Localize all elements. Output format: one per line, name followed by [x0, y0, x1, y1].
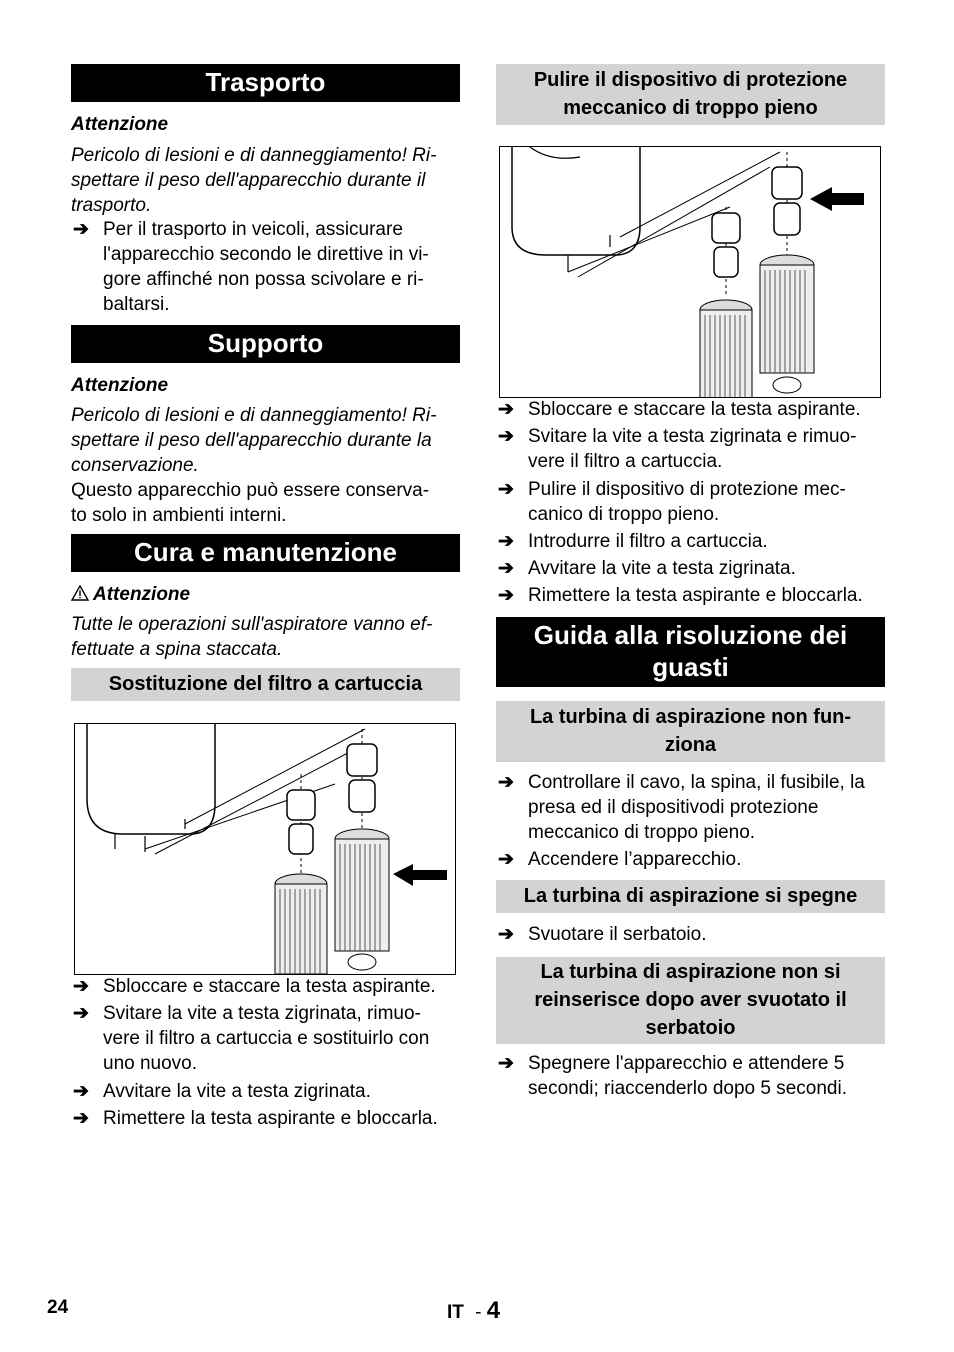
list-item [71, 217, 460, 317]
text-line: canico di troppo pieno. [528, 504, 720, 525]
attention-row [71, 583, 460, 607]
section-heading-supporto: Supporto [71, 325, 460, 363]
text-line: Accendere l’apparecchio. [528, 849, 742, 870]
attention-label: Attenzione [71, 375, 169, 396]
arrow-right-icon: ➔ [498, 585, 514, 606]
warning-text [71, 143, 460, 218]
footer-section-ref [447, 1297, 500, 1325]
section-heading-trasporto: Trasporto [71, 64, 460, 102]
subheading-non-reinserisce [496, 957, 885, 1044]
list-item [496, 770, 885, 845]
text-line: Sbloccare e staccare la testa aspirante. [528, 399, 861, 420]
list-item [71, 1001, 460, 1076]
heading-line: La turbina di aspirazione non fun- [529, 706, 852, 728]
heading-line: Pulire il dispositivo di protezione [533, 69, 848, 91]
heading-line: reinserisce dopo aver svuotato il [534, 989, 847, 1011]
heading-line: meccanico di troppo pieno [563, 97, 818, 119]
text-line: spettare il peso dell'apparecchio durante il [71, 170, 426, 191]
text-line: Rimettere la testa aspirante e bloccarla. [103, 1108, 438, 1129]
subheading-filtro: Sostituzione del filtro a cartuccia [71, 668, 460, 701]
warning-triangle-icon [71, 583, 93, 607]
text-line: fettuate a spina staccata. [71, 639, 283, 660]
filter-illustration [74, 723, 456, 975]
arrow-right-icon: ➔ [498, 849, 514, 870]
arrow-right-icon: ➔ [73, 1081, 89, 1102]
text-line: Avvitare la vite a testa zigrinata. [103, 1081, 371, 1102]
list-item [496, 847, 885, 872]
text-line: Sbloccare e staccare la testa aspirante. [103, 976, 436, 997]
list-item [496, 477, 885, 527]
text-line: baltarsi. [103, 294, 170, 315]
body-text [71, 478, 460, 528]
list-item [496, 529, 885, 554]
section-page-number: 4 [486, 1297, 501, 1324]
text-line: Spegnere l'apparecchio e attendere 5 [528, 1053, 845, 1074]
footer-separator: - [475, 1302, 482, 1323]
subheading-si-spegne: La turbina di aspirazione si spegne [496, 880, 885, 913]
text-line: conservazione. [71, 455, 199, 476]
text-line: l'apparecchio secondo le direttive in vi- [103, 244, 429, 265]
list-item [496, 1051, 885, 1101]
page-number: 24 [47, 1297, 69, 1318]
heading-line: ziona [664, 734, 717, 756]
text-line: uno nuovo. [103, 1053, 198, 1074]
text-line: Svitare la vite a testa zigrinata, rimuo- [103, 1003, 421, 1024]
list-item [71, 1106, 460, 1131]
subheading-pulire [496, 64, 885, 125]
section-heading-guida [496, 617, 885, 687]
arrow-right-icon: ➔ [498, 1053, 514, 1074]
arrow-right-icon: ➔ [73, 1003, 89, 1024]
text-line: Tutte le operazioni sull'aspiratore vanno ef- [71, 614, 433, 635]
text-line: Rimettere la testa aspirante e bloccarla. [528, 585, 863, 606]
text-line: gore affinché non possa scivolare e ri- [103, 269, 424, 290]
list-item [71, 1079, 460, 1104]
text-line: Pericolo di lesioni e di danneggiamento! Ri- [71, 405, 437, 426]
warning-text [71, 403, 460, 478]
text-line: Avvitare la vite a testa zigrinata. [528, 558, 796, 579]
language-code: IT [447, 1302, 464, 1323]
text-line: vere il filtro a cartuccia. [528, 451, 723, 472]
arrow-right-icon: ➔ [498, 531, 514, 552]
arrow-right-icon: ➔ [73, 1108, 89, 1129]
arrow-right-icon: ➔ [498, 426, 514, 447]
text-line: vere il filtro a cartuccia e sostituirlo con [103, 1028, 430, 1049]
text-line: Svuotare il serbatoio. [528, 924, 707, 945]
text-line: meccanico di troppo pieno. [528, 822, 756, 843]
text-line: Pulire il dispositivo di protezione mec- [528, 479, 846, 500]
arrow-right-icon: ➔ [73, 976, 89, 997]
arrow-right-icon: ➔ [498, 772, 514, 793]
section-heading-cura: Cura e manutenzione [71, 534, 460, 572]
list-item [496, 397, 885, 422]
list-item [496, 424, 885, 474]
arrow-right-icon: ➔ [498, 479, 514, 500]
arrow-right-icon: ➔ [498, 924, 514, 945]
attention-label: Attenzione [71, 114, 169, 135]
text-line: Pericolo di lesioni e di danneggiamento! Ri- [71, 145, 437, 166]
heading-line: serbatoio [645, 1017, 736, 1039]
text-line: presa ed il dispositivodi protezione [528, 797, 819, 818]
arrow-right-icon: ➔ [498, 399, 514, 420]
arrow-right-icon: ➔ [498, 558, 514, 579]
text-line: Introdurre il filtro a cartuccia. [528, 531, 768, 552]
attention-label: Attenzione [93, 584, 191, 605]
list-item [71, 974, 460, 999]
warning-text [71, 612, 460, 662]
text-line: Questo apparecchio può essere conserva- [71, 480, 430, 501]
arrow-right-icon: ➔ [73, 219, 89, 240]
text-line: spettare il peso dell'apparecchio durante la [71, 430, 432, 451]
text-line: to solo in ambienti interni. [71, 505, 287, 526]
subheading-non-funziona [496, 701, 885, 762]
heading-line: Guida alla risoluzione dei [533, 620, 848, 650]
text-line: trasporto. [71, 195, 152, 216]
text-line: Controllare il cavo, la spina, il fusibile, la [528, 772, 865, 793]
heading-line: La turbina di aspirazione non si [540, 961, 841, 983]
text-line: Svitare la vite a testa zigrinata e rimuo- [528, 426, 857, 447]
list-item [496, 922, 885, 947]
heading-line: guasti [652, 652, 729, 682]
text-line: Per il trasporto in veicoli, assicurare [103, 219, 403, 240]
list-item [496, 583, 885, 608]
text-line: secondi; riaccenderlo dopo 5 secondi. [528, 1078, 847, 1099]
overflow-device-illustration [499, 146, 881, 398]
list-item [496, 556, 885, 581]
